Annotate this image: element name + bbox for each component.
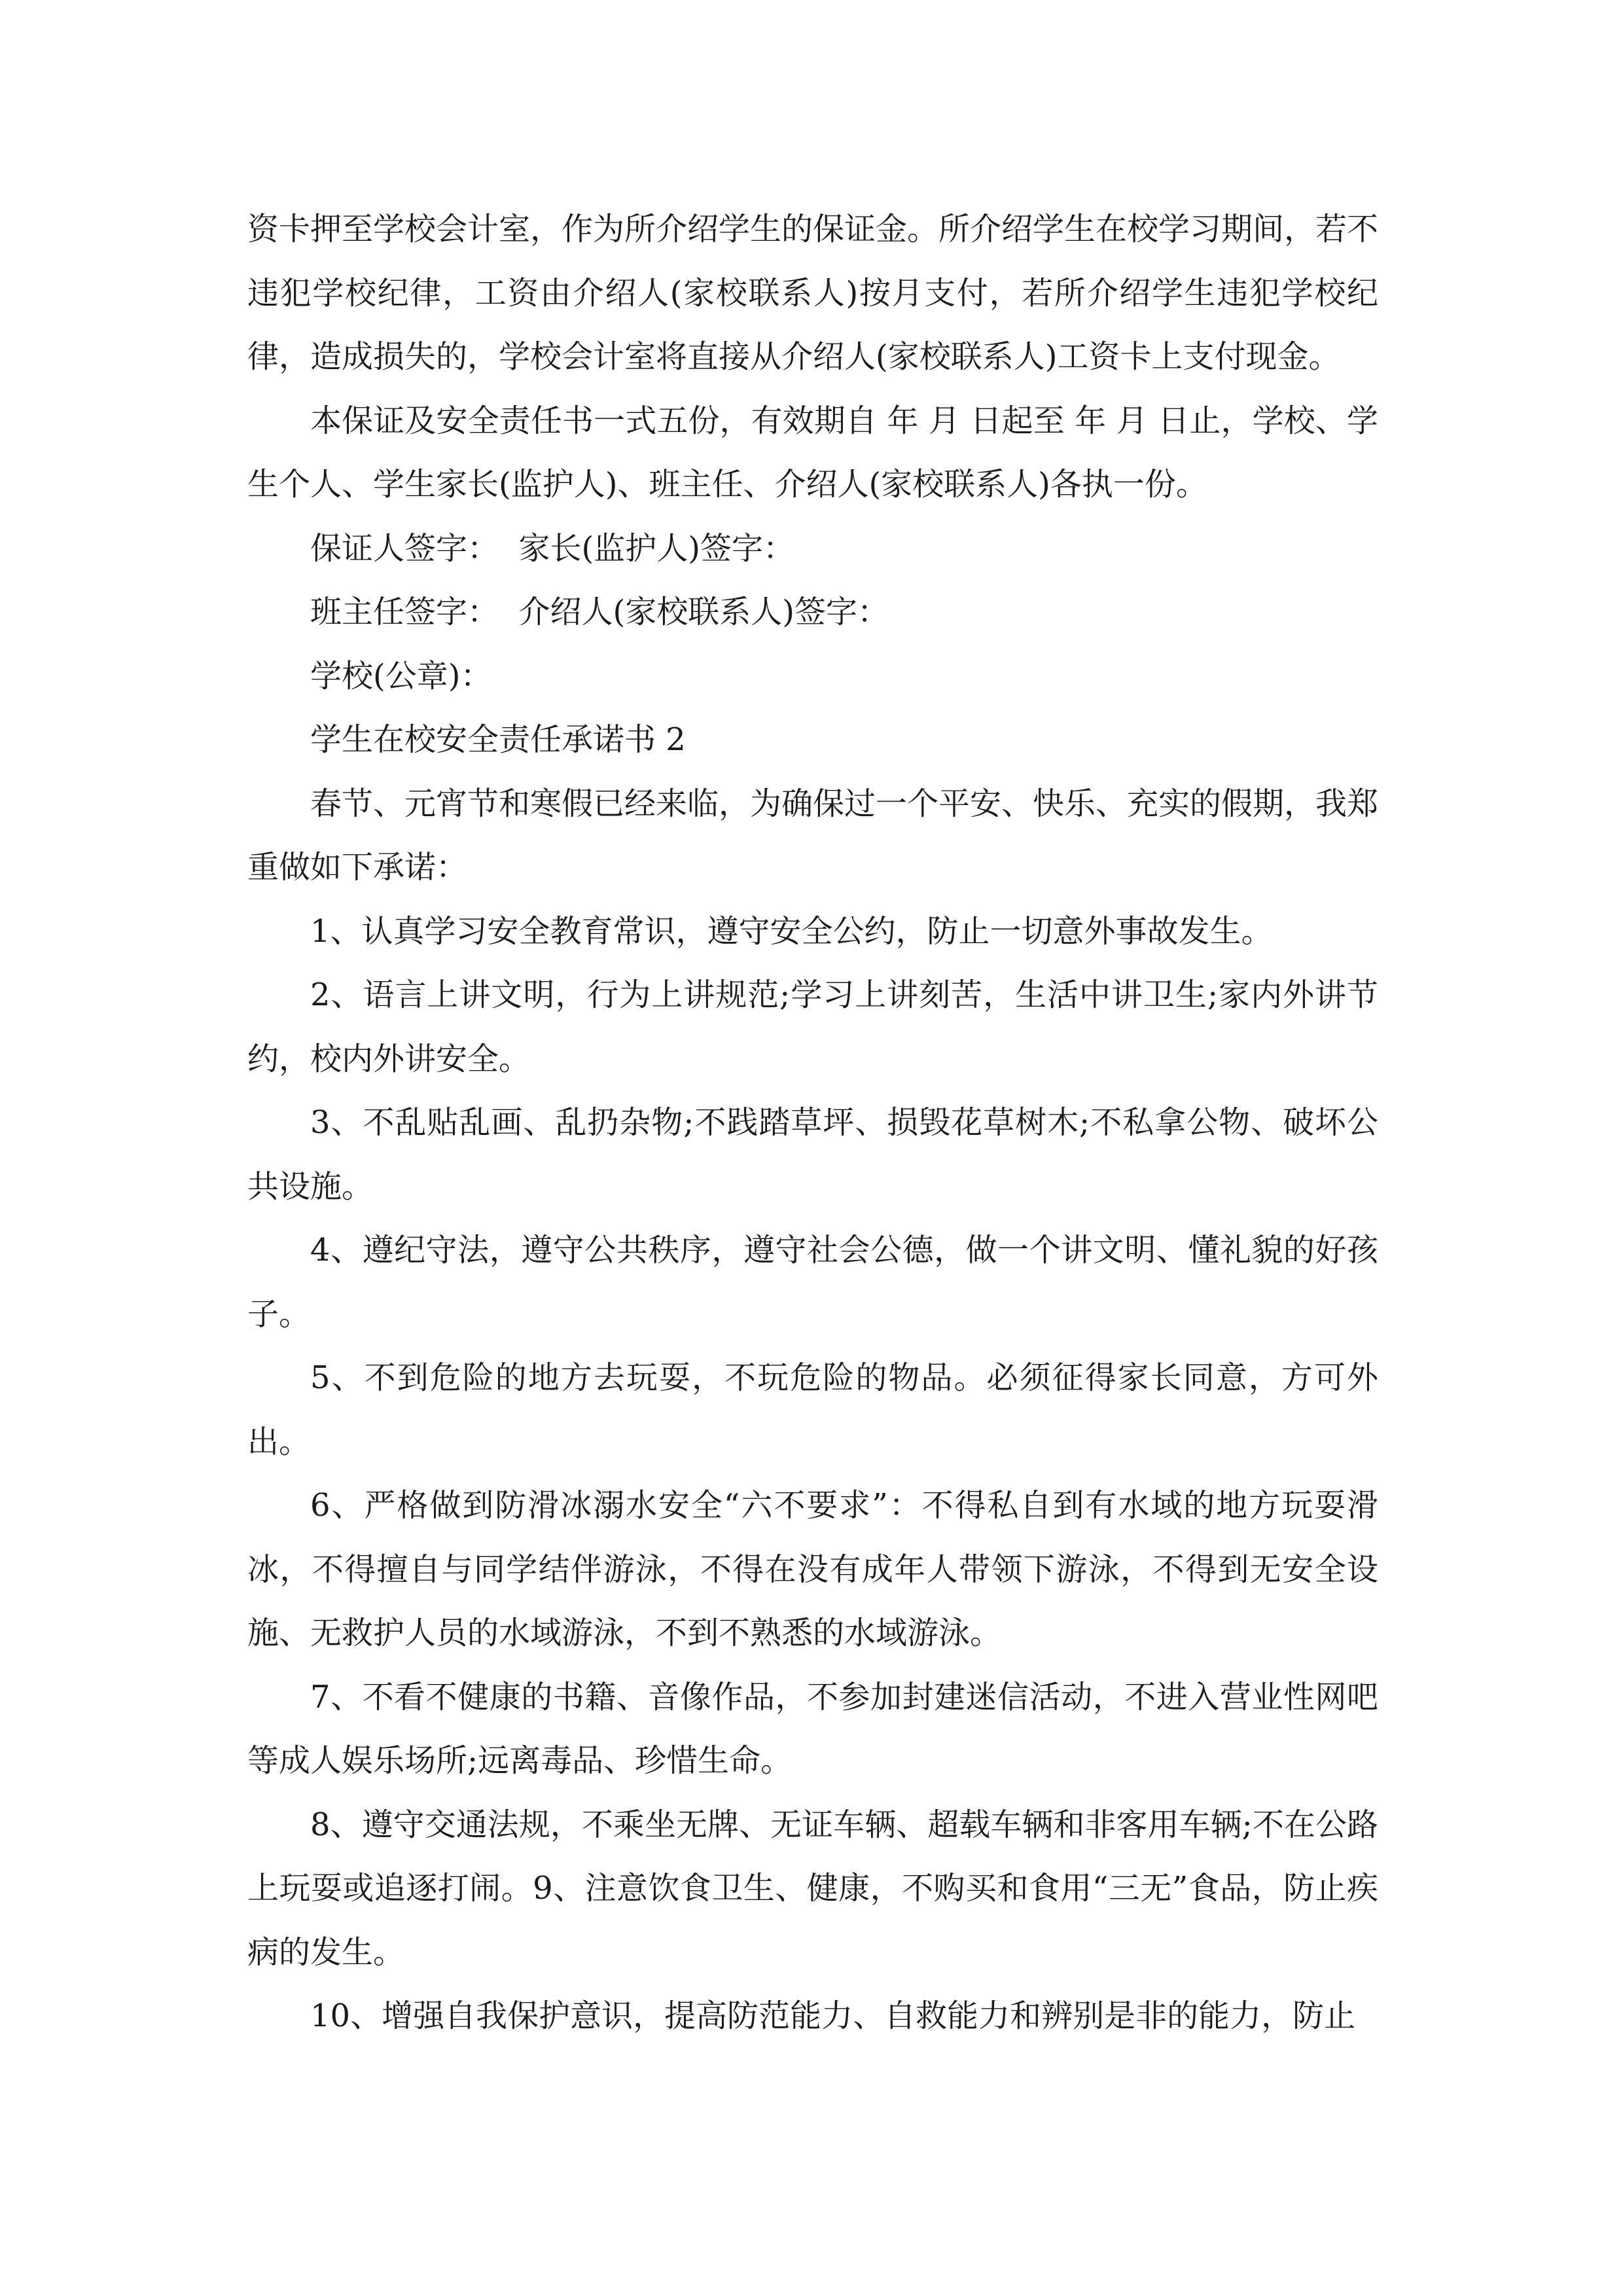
list-item-5: 5、不到危险的地方去玩耍，不玩危险的物品。必须征得家长同意，方可外出。 [247, 1359, 1378, 1460]
paragraph-signature-teacher: 班主任签字： 介绍人(家校联系人)签字： [310, 594, 889, 630]
paragraph-school-seal: 学校(公章)： [310, 657, 492, 694]
list-item-6: 6、严格做到防滑冰溺水安全“六不要求”：不得私自到有水域的地方玩耍滑冰，不得擅自与同学结伴游泳，不得在没有成年人带领下游泳，不得到无安全设施、无救护人员的水域游泳，不到不熟悉的水域游泳。 [247, 1487, 1378, 1651]
list-item-3: 3、不乱贴乱画、乱扔杂物;不践踏草坪、损毁花草树木;不私拿公物、破坏公共设施。 [247, 1104, 1378, 1205]
list-item-4: 4、遵纪守法，遵守公共秩序，遵守社会公德，做一个讲文明、懂礼貌的好孩子。 [247, 1232, 1378, 1333]
list-item-7: 7、不看不健康的书籍、音像作品，不参加封建迷信活动，不进入营业性网吧等成人娱乐场所;远离毒品、珍惜生命。 [247, 1678, 1378, 1779]
section-heading: 学生在校安全责任承诺书 2 [310, 721, 686, 758]
paragraph-signature-guarantor: 保证人签字： 家长(监护人)签字： [310, 529, 794, 567]
document-body [247, 198, 1378, 2049]
list-item-10: 10、增强自我保护意识，提高防范能力、自救能力和辨别是非的能力，防止 [310, 1998, 1356, 2034]
paragraph-intro: 春节、元宵节和寒假已经来临，为确保过一个平安、快乐、充实的假期，我郑重做如下承诺： [247, 785, 1379, 886]
list-item-1: 1、认真学习安全教育常识，遵守安全公约，防止一切意外事故发生。 [310, 912, 1273, 950]
list-item-8-9: 8、遵守交通法规，不乘坐无牌、无证车辆、超载车辆和非客用车辆;不在公路上玩耍或追逐打闹。9、注意饮食卫生、健康，不购买和食用“三无”食品，防止疾病的发生。 [247, 1806, 1378, 1971]
list-item-2: 2、语言上讲文明，行为上讲规范;学习上讲刻苦，生活中讲卫生;家内外讲节约，校内外讲安全。 [247, 977, 1378, 1077]
paragraph-guarantee-deposit: 资卡押至学校会计室，作为所介绍学生的保证金。所介绍学生在校学习期间，若不违犯学校纪律，工资由介绍人(家校联系人)按月支付，若所介绍学生违犯学校纪律，造成损失的，学校会计室将直接从介绍人(家校联系人)工资卡上支付现金。 [247, 211, 1379, 375]
paragraph-validity: 本保证及安全责任书一式五份，有效期自 年 月 日起至 年 月 日止，学校、学生个人、学生家长(监护人)、班主任、介绍人(家校联系人)各执一份。 [247, 402, 1378, 503]
